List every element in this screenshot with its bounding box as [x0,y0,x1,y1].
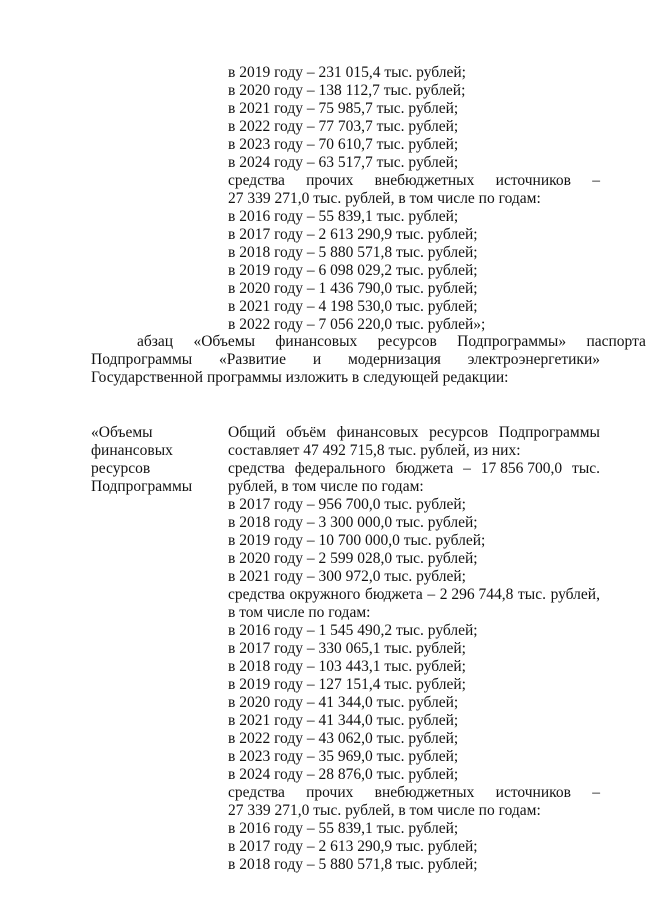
federal-heading: средства федерального бюджета – 17 856 700,0 тыс. [228,460,600,477]
paragraph-line: Государственной программы изложить в следующей редакции: [91,369,509,386]
year-line: в 2022 году – 43 062,0 тыс. рублей; [228,730,459,747]
year-line: в 2022 году – 77 703,7 тыс. рублей; [228,118,459,135]
year-line: в 2021 году – 75 985,7 тыс. рублей; [228,100,459,117]
district-years-intro: в том числе по годам: [228,604,371,621]
year-line: в 2021 году – 300 972,0 тыс. рублей; [228,568,466,585]
year-line: в 2018 году – 3 300 000,0 тыс. рублей; [228,514,478,531]
year-line: в 2020 году – 41 344,0 тыс. рублей; [228,694,459,711]
year-line: в 2017 году – 2 613 290,9 тыс. рублей; [228,838,478,855]
top-funding-block [228,64,600,334]
funding-label: «Объемы финансовых ресурсов Подпрограммы [91,424,193,495]
year-line: в 2022 году – 7 056 220,0 тыс. рублей»; [228,316,486,333]
other-sources-heading: средства прочих внебюджетных источников – [228,172,600,189]
year-line: в 2016 году – 55 839,1 тыс. рублей; [228,820,459,837]
year-line: в 2018 году – 5 880 571,8 тыс. рублей; [228,244,478,261]
year-line: в 2021 году – 4 198 530,0 тыс. рублей; [228,298,478,315]
other-sources-total: 27 339 271,0 тыс. рублей, в том числе по годам: [228,190,541,207]
total-amount: составляет 47 492 715,8 тыс. рублей, из них: [228,442,521,459]
federal-years-intro: рублей, в том числе по годам: [228,478,424,495]
year-line: в 2021 году – 41 344,0 тыс. рублей; [228,712,459,729]
year-line: в 2019 году – 231 015,4 тыс. рублей; [228,64,466,81]
year-line: в 2018 году – 5 880 571,8 тыс. рублей; [228,856,478,873]
year-line: в 2018 году – 103 443,1 тыс. рублей; [228,658,466,675]
year-line: в 2017 году – 956 700,0 тыс. рублей; [228,496,466,513]
year-line: в 2020 году – 138 112,7 тыс. рублей; [228,82,466,99]
other-sources-total: 27 339 271,0 тыс. рублей, в том числе по годам: [228,802,541,819]
total-heading: Общий объём финансовых ресурсов Подпрограммы [228,424,600,441]
instruction-paragraph [91,333,646,387]
year-line: в 2017 году – 330 065,1 тыс. рублей; [228,640,466,657]
year-line: в 2019 году – 10 700 000,0 тыс. рублей; [228,532,486,549]
year-line: в 2023 году – 70 610,7 тыс. рублей; [228,136,459,153]
year-line: в 2020 году – 2 599 028,0 тыс. рублей; [228,550,478,567]
other-sources-heading: средства прочих внебюджетных источников – [228,784,600,801]
year-line: в 2023 году – 35 969,0 тыс. рублей; [228,748,459,765]
year-line: в 2017 году – 2 613 290,9 тыс. рублей; [228,226,478,243]
funding-details [228,424,600,874]
year-line: в 2016 году – 55 839,1 тыс. рублей; [228,208,459,225]
year-line: в 2019 году – 6 098 029,2 тыс. рублей; [228,262,478,279]
year-line: в 2016 году – 1 545 490,2 тыс. рублей; [228,622,478,639]
year-line: в 2019 году – 127 151,4 тыс. рублей; [228,676,466,693]
district-heading: средства окружного бюджета – 2 296 744,8 тыс. рублей, [228,586,600,603]
year-line: в 2020 году – 1 436 790,0 тыс. рублей; [228,280,478,297]
paragraph-line: абзац «Объемы финансовых ресурсов Подпрограммы» паспорта [137,333,646,350]
year-line: в 2024 году – 28 876,0 тыс. рублей; [228,766,459,783]
year-line: в 2024 году – 63 517,7 тыс. рублей; [228,154,459,171]
paragraph-line: Подпрограммы «Развитие и модернизация электроэнергетики» [91,351,600,368]
